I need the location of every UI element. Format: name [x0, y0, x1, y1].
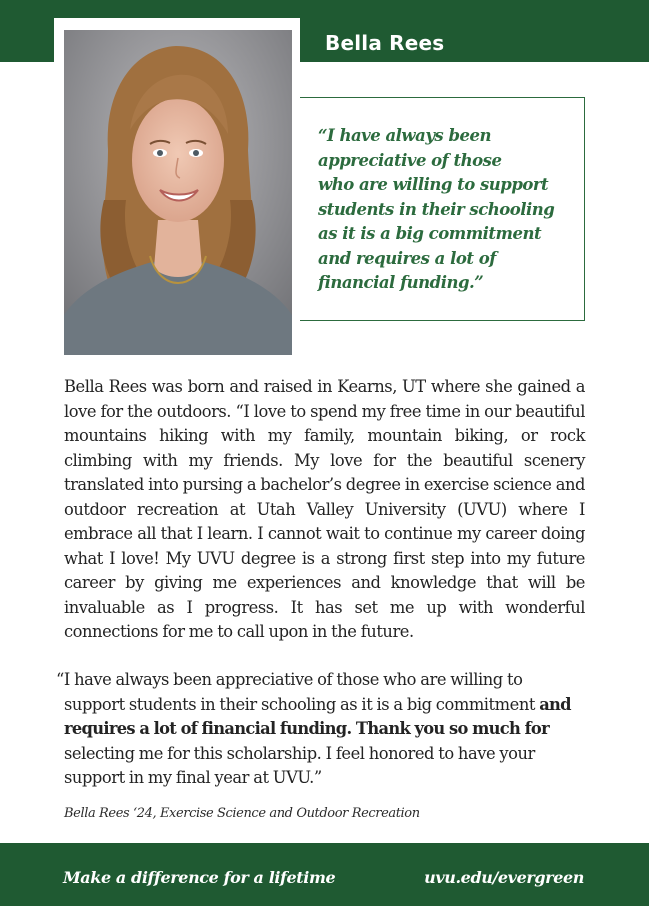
footer-url[interactable]: uvu.edu/evergreen	[424, 868, 584, 887]
footer-tagline: Make a difference for a lifetime	[63, 868, 336, 887]
portrait-photo	[64, 30, 292, 355]
thank-you-quote	[56, 668, 586, 791]
student-name: Bella Rees	[325, 31, 445, 55]
biography-paragraph: Bella Rees was born and raised in Kearns, UT where she gained a love for the outdoors. “I love to spend my free time in our beautiful mountains hiking with my family, mountain biking, or rock climbing with my friends. My love for the beautiful scenery translated into pursing a bachelor’s degree in exercise science and outdoor recreation at Utah Valley University (UVU) where I embrace all that I learn. I cannot wait to continue my career doing what I love! My UVU degree is a strong first step into my future career by giving me experiences and knowledge that will be invaluable as I progress. It has set me up with wonderful connections for me to call upon in the future.	[64, 377, 585, 641]
attribution: Bella Rees ‘24, Exercise Science and Outdoor Recreation	[64, 806, 420, 821]
quote-part-3: selecting me for this scholarship. I feel honored to have your support in my final year at UVU.”	[64, 743, 535, 787]
pull-quote: “I have always been appreciative of those who are willing to support students in their schooling as it is a big commitment and requires a lot of financial funding.”	[318, 126, 555, 292]
quote-part-2-bold: and requires a lot of financial funding. Thank you so much for	[64, 694, 571, 738]
quote-part-1: “I have always been appreciative of those who are willing to support students in their schooling as it is a big commitment	[56, 670, 540, 714]
